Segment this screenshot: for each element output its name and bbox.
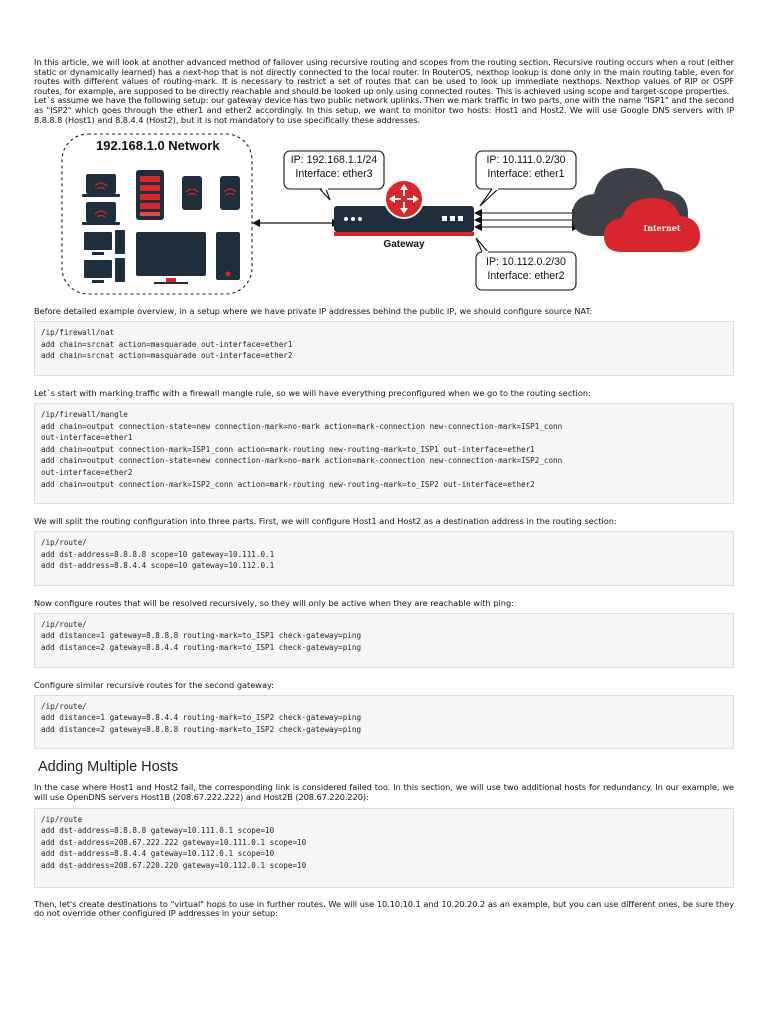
mangle-code-block [34,403,734,504]
article [34,58,734,919]
intro-paragraph-2: Let`s assume we have the following setup: our gateway device has two public network uplinks. Then we mark traffic in two parts, one with the name "ISP1" and the second as "ISP2" which goes through the ether1 and ether2 accordingly. In this setup, we want to monitor two hosts: Host1 and Host2. We will use Google DNS servers with IP 8.8.8.8 (Host1) and 8.8.4.4 (Host2), but it is not mandatory to use specifically these addresses. [34,95,734,125]
cloud-icon [572,168,700,252]
code-line: add distance=2 gateway=8.8.4.4 routing-mark=to_ISP1 check-gateway=ping [41,643,362,653]
code-line: add chain=output connection-state=new connection-mark=no-mark action=mark-connection new-connection-mark=ISP1_conn [41,421,563,431]
wan1-callout [478,154,574,181]
laptop-icon [82,202,120,225]
monitor-icon [84,258,125,283]
phone-icon [182,176,202,210]
lan-callout-interface: Interface: ether3 [295,167,373,180]
code-line: add chain=output connection-state=new connection-mark=no-mark action=mark-connection new-connection-mark=ISP2_conn [41,456,563,466]
wan2-callout [478,256,574,283]
tablet-icon [136,170,164,220]
code-line: add chain=output connection-mark=ISP1_conn action=mark-routing new-routing-mark=to_ISP1 out-interface=ether1 [41,444,535,454]
code-line: /ip/route/ [41,538,87,548]
multiple-hosts-text: In the case where Host1 and Host2 fail, the corresponding link is considered failed too. In this section, we will use two additional hosts for redundancy. In our example, we will use OpenDNS servers Host1B (208.67.222.222) and Host2B (208.67.220.220): [34,782,734,803]
wan2-callout-interface: Interface: ether2 [487,269,565,282]
code-line: add dst-address=8.8.4.4 gateway=10.112.0.1 scope=10 [41,849,275,859]
nat-text: Before detailed example overview, in a setup where we have private IP addresses behind the public IP, we should configure source NAT: [34,306,593,317]
route-step2-code-block [34,613,734,668]
section-heading-multiple-hosts: Adding Multiple Hosts [38,759,179,776]
code-line: /ip/route/ [41,619,87,629]
code-line: /ip/route [41,814,83,824]
virtual-hops-text: Then, let's create destinations to "virtual" hops to use in further routes. We will use 10.10.10.1 and 10.20.20.2 as an example, but you can use different ones, be sure they do not override other configured IP addresses in your setup: [34,898,734,919]
route-step3-text: Configure similar recursive routes for the second gateway: [34,679,275,690]
tv-icon [136,232,206,284]
code-line: add dst-address=8.8.8.8 scope=10 gateway=10.111.0.1 [41,549,275,559]
tower-icon [216,232,240,280]
code-line: add dst-address=208.67.220.220 gateway=10.112.0.1 scope=10 [41,861,307,870]
code-line: add chain=srcnat action=masquarade out-interface=ether1 [41,339,293,349]
wan2-callout-ip: IP: 10.112.0.2/30 [486,256,566,269]
laptop-icon [82,174,120,197]
code-line: /ip/firewall/nat [41,328,115,338]
mangle-text: Let`s start with marking traffic with a firewall mangle rule, so we will have everything preconfigured when we go to the routing section: [34,387,591,398]
code-line: add distance=1 gateway=8.8.8.8 routing-mark=to_ISP1 check-gateway=ping [41,631,362,641]
code-line: add chain=output connection-mark=ISP2_conn action=mark-routing new-routing-mark=to_ISP2 out-interface=ether2 [41,479,535,489]
code-line: out-interface=ether1 [41,433,133,443]
lan-callout [286,154,382,181]
network-diagram [34,132,734,302]
intro-paragraph-1: In this article, we will look at another advanced method of failover using recursive routing and scopes from the routing section. Recursive routing occurs when a rout (either static or dynamically learned) has a next-hop that is not directly connected to the local router. In RouterOS, nexthop lookup is done only in the main routing table, even for routes with different values of routing-mark. It is necessary to restrict a set of routes that can be used to look up immediate nexthops. Nexthop values of RIP or OSPF routes, for example, are supposed to be directly reachable and should be looked up only using connected routes. This is achieved using scope and target-scope properties. [34,57,734,96]
code-line: out-interface=ether2 [41,467,133,477]
code-line: add dst-address=8.8.8.8 gateway=10.111.0.1 scope=10 [41,826,275,836]
route-step3-code-block [34,695,734,750]
route-step2-text: Now configure routes that will be resolved recursively, so they will only be active when they are reachable with ping: [34,597,514,608]
route-step1-code-block [34,531,734,586]
phone-icon [220,176,240,210]
multiple-hosts-code-block [34,808,734,888]
nat-code-block [34,321,734,376]
code-line: add dst-address=8.8.4.4 scope=10 gateway=10.112.0.1 [41,561,275,571]
lan-callout-ip: IP: 192.168.1.1/24 [290,154,378,167]
code-line: add distance=2 gateway=8.8.8.8 routing-mark=to_ISP2 check-gateway=ping [41,724,362,734]
code-line: /ip/route/ [41,701,87,711]
code-line: /ip/firewall/mangle [41,409,128,419]
gateway-label: Gateway [383,239,425,251]
route-step1-text: We will split the routing configuration into three parts. First, we will configure Host1 and Host2 as a destination address in the routing section: [34,516,617,527]
monitor-icon [84,230,125,255]
code-line: add distance=1 gateway=8.8.4.4 routing-mark=to_ISP2 check-gateway=ping [41,713,362,723]
wan1-callout-ip: IP: 10.111.0.2/30 [486,154,566,167]
network-label: 192.168.1.0 Network [96,138,220,154]
code-line: add chain=srcnat action=masquarade out-interface=ether2 [41,351,293,361]
cloud-label: Internet [643,223,681,234]
wan1-callout-interface: Interface: ether1 [487,167,565,180]
code-line: add dst-address=208.67.222.222 gateway=10.111.0.1 scope=10 [41,837,307,847]
